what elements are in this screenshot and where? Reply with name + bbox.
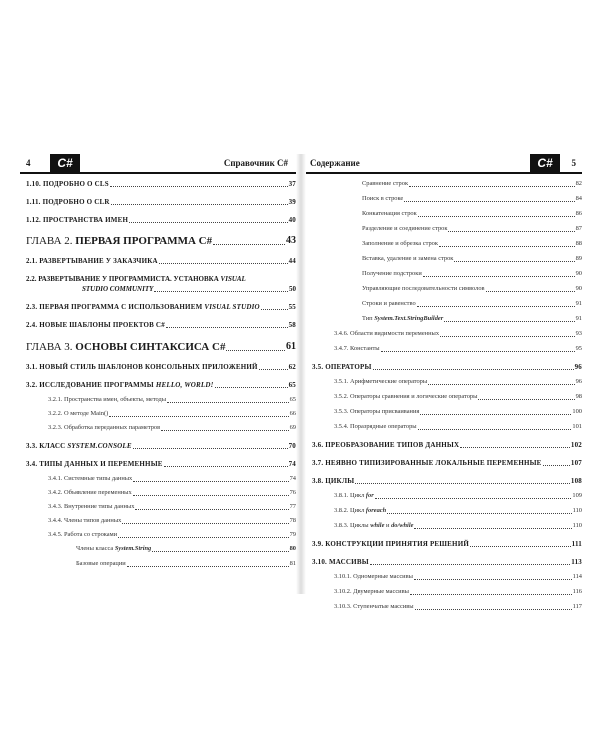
toc-subentry[interactable]: 3.4.7. Константы 95 [334,345,582,352]
toc-subentry[interactable]: 3.4.5. Работа со строками 79 [48,531,296,538]
toc-entry-multiline[interactable]: 2.2. РАЗВЕРТЫВАНИЕ У ПРОГРАММИСТА. УСТАНОВКА VISUAL STUDIO COMMUNITY 50 [26,275,296,293]
toc-subentry[interactable]: 3.8.1. Цикл for 109 [334,492,582,499]
toc-subentry[interactable]: 3.4.6. Области видимости переменных 93 [334,330,582,337]
toc-subentry[interactable]: 3.2.1. Пространства имен, объекты, методы 65 [48,396,296,403]
toc-chapter-2[interactable]: ГЛАВА 2. ПЕРВАЯ ПРОГРАММА C# 43 [26,235,296,247]
toc-subentry[interactable]: 3.4.2. Объявление переменных 76 [48,489,296,496]
toc-subentry[interactable]: Строки и равенство 91 [362,300,582,307]
toc-subentry[interactable]: 3.10.3. Ступенчатые массивы 117 [334,603,582,610]
right-page [306,154,582,610]
toc-subentry[interactable]: 3.5.2. Операторы сравнения и логические операторы 98 [334,393,582,400]
toc-subentry[interactable]: Разделение и соединение строк 87 [362,225,582,232]
toc-entry[interactable]: 3.4. ТИПЫ ДАННЫХ И ПЕРЕМЕННЫЕ 74 [26,460,296,468]
toc-subentry[interactable]: 3.8.2. Цикл foreach 110 [334,507,582,514]
left-page [20,154,296,594]
toc-subentry[interactable]: 3.5.3. Операторы присваивания 100 [334,408,582,415]
toc-subentry[interactable]: Заполнение и обрезка строк 88 [362,240,582,247]
csharp-badge-left: C# [50,154,80,172]
toc-entry[interactable]: 2.4. НОВЫЕ ШАБЛОНЫ ПРОЕКТОВ C# 58 [26,321,296,329]
toc-subentry[interactable]: 3.10.2. Двумерные массивы 116 [334,588,582,595]
toc-entry[interactable]: 1.12. ПРОСТРАНСТВА ИМЕН 40 [26,216,296,224]
toc-entry[interactable]: 3.8. ЦИКЛЫ 108 [312,477,582,485]
toc-entry[interactable]: 3.3. КЛАСС SYSTEM.CONSOLE 70 [26,442,296,450]
toc-subentry[interactable]: Конкатенация строк 86 [362,210,582,217]
right-page-number: 5 [571,158,576,168]
csharp-badge-right: C# [530,154,560,172]
toc-subentry[interactable]: 3.4.1. Системные типы данных 74 [48,475,296,482]
toc-subentry[interactable]: Поиск в строке 84 [362,195,582,202]
toc-subentry[interactable]: 3.5.4. Поразрядные операторы 101 [334,423,582,430]
toc-subentry[interactable]: Члены класса System.String 80 [76,545,296,552]
left-page-header [20,154,296,174]
toc-entry[interactable]: 3.9. КОНСТРУКЦИИ ПРИНЯТИЯ РЕШЕНИЙ 111 [312,540,582,548]
toc-entry[interactable]: 3.7. НЕЯВНО ТИПИЗИРОВАННЫЕ ЛОКАЛЬНЫЕ ПЕРЕМЕННЫЕ 107 [312,459,582,467]
toc-entry[interactable]: 3.5. ОПЕРАТОРЫ 96 [312,363,582,371]
left-page-number: 4 [26,158,31,168]
right-running-title: Содержание [310,158,360,168]
toc-subentry[interactable]: 3.4.3. Внутренние типы данных 77 [48,503,296,510]
toc-subentry[interactable]: Базовые операции 81 [76,560,296,567]
toc-entry[interactable]: 3.2. ИССЛЕДОВАНИЕ ПРОГРАММЫ HELLO, WORLD! 65 [26,381,296,389]
toc-subentry[interactable]: 3.4.4. Члены типов данных 78 [48,517,296,524]
toc-left [20,179,296,569]
toc-subentry[interactable]: Вставка, удаление и замена строк 89 [362,255,582,262]
toc-subentry[interactable]: Сравнение строк 82 [362,180,582,187]
toc-chapter-3[interactable]: ГЛАВА 3. ОСНОВЫ СИНТАКСИСА C# 61 [26,341,296,353]
toc-subentry[interactable]: 3.10.1. Одномерные массивы 114 [334,573,582,580]
toc-entry[interactable]: 2.3. ПЕРВАЯ ПРОГРАММА С ИСПОЛЬЗОВАНИЕМ VISUAL STUDIO 55 [26,303,296,311]
left-running-title: Справочник C# [223,158,288,168]
toc-subentry[interactable]: Тип System.Text.StringBuilder 91 [362,315,582,322]
toc-subentry[interactable]: 3.5.1. Арифметические операторы 96 [334,378,582,385]
toc-subentry[interactable]: Получение подстроки 90 [362,270,582,277]
toc-entry[interactable]: 3.1. НОВЫЙ СТИЛЬ ШАБЛОНОВ КОНСОЛЬНЫХ ПРИЛОЖЕНИЙ 62 [26,363,296,371]
toc-subentry[interactable]: 3.8.3. Циклы while и do/while 110 [334,522,582,529]
toc-right [306,179,582,612]
toc-entry[interactable]: 3.10. МАССИВЫ 113 [312,558,582,566]
toc-entry[interactable]: 1.10. ПОДРОБНО О CLS 37 [26,180,296,188]
toc-subentry[interactable]: Управляющие последовательности символов 90 [362,285,582,292]
toc-subentry[interactable]: 3.2.2. О методе Main() 66 [48,410,296,417]
toc-subentry[interactable]: 3.2.3. Обработка переданных параметров 69 [48,424,296,431]
toc-entry[interactable]: 3.6. ПРЕОБРАЗОВАНИЕ ТИПОВ ДАННЫХ 102 [312,441,582,449]
toc-entry[interactable]: 2.1. РАЗВЕРТЫВАНИЕ У ЗАКАЗЧИКА 44 [26,257,296,265]
right-page-header [306,154,582,174]
book-spread [0,154,600,610]
toc-entry[interactable]: 1.11. ПОДРОБНО О CLR 39 [26,198,296,206]
book-gutter [296,154,306,594]
